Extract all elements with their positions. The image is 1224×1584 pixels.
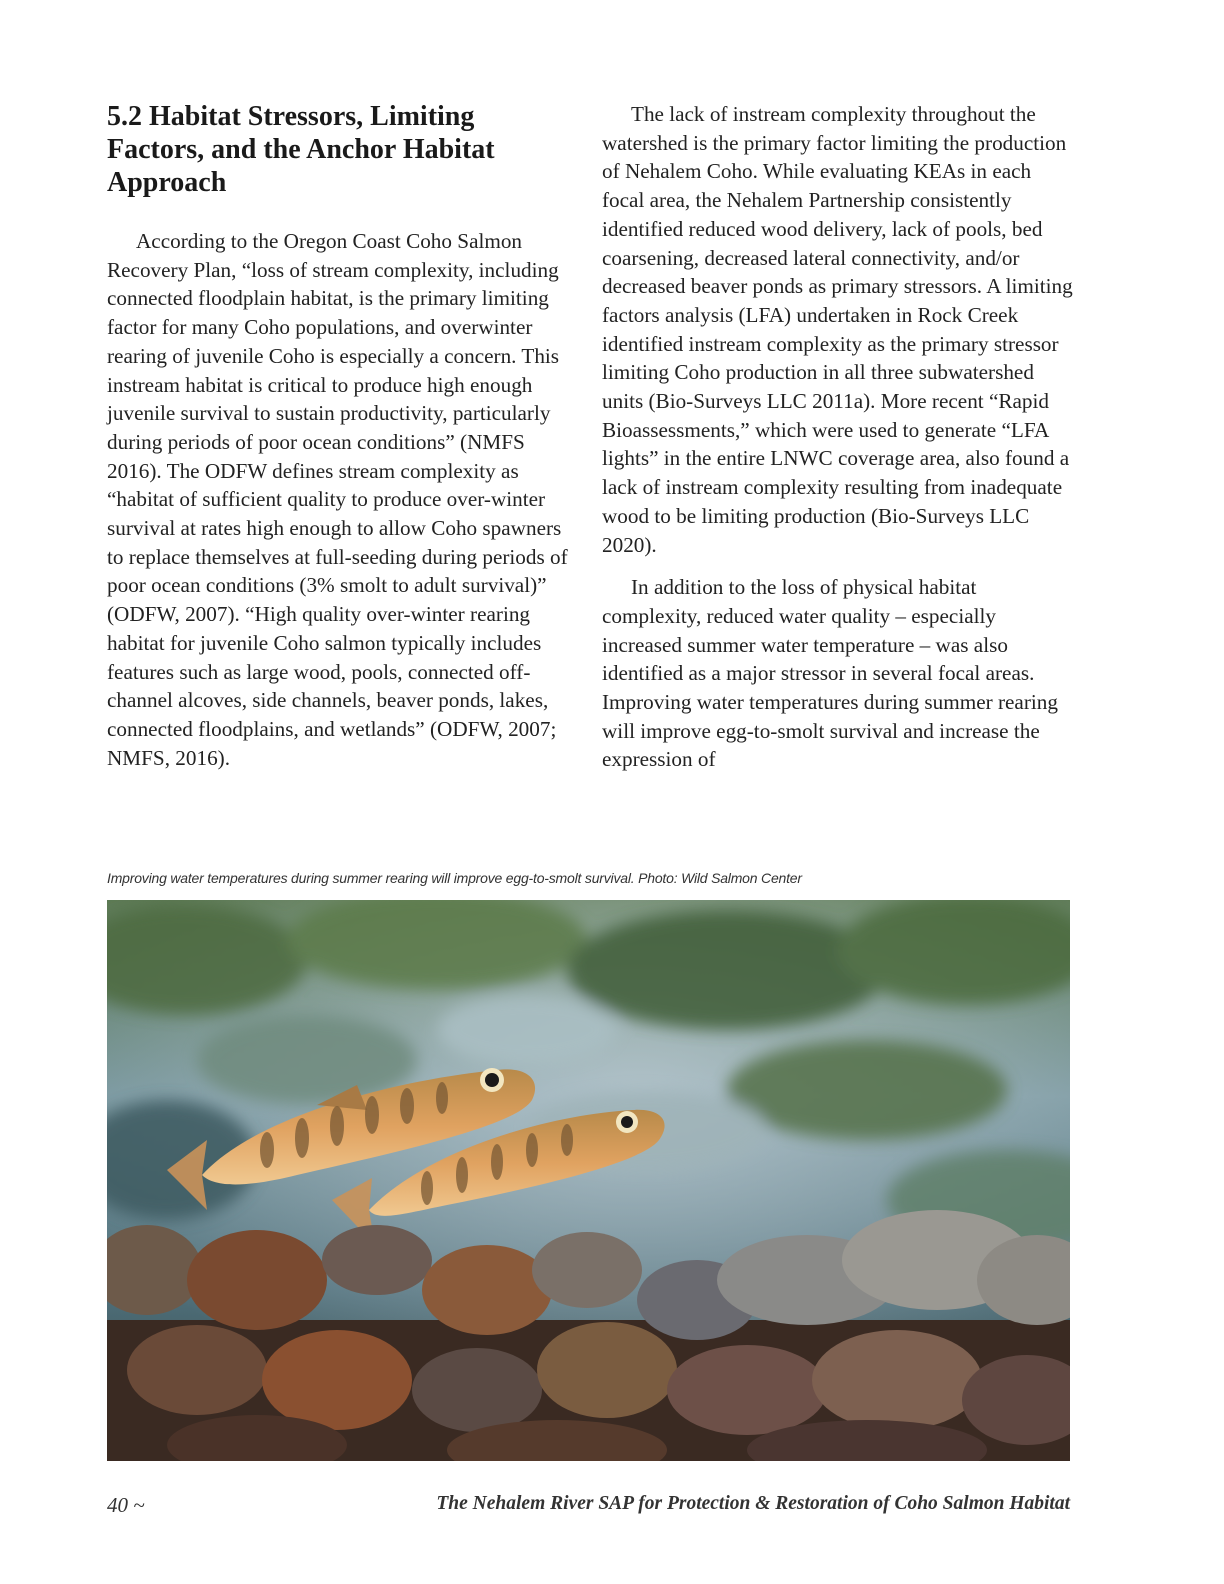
coho-salmon-photo [107,900,1070,1461]
right-column [602,100,1074,788]
section-heading: 5.2 Habitat Stressors, Limiting Factors, and the Anchor Habitat Approach [107,101,495,198]
page-number: 40 ~ [107,1493,145,1517]
left-paragraph: According to the Oregon Coast Coho Salmon Recovery Plan, “loss of stream complexity, including connected floodplain habitat, is the primary limiting factor for many Coho populations, and overwinter rearing of juvenile Coho is especially a concern. This instream habitat is critical to produce high enough juvenile survival to sustain productivity, particularly during periods of poor ocean conditions” (NMFS 2016). The ODFW defines stream complexity as “habitat of sufficient quality to produce over-winter survival at rates high enough to allow Coho spawners to replace themselves at full-seeding during periods of poor ocean conditions (3% smolt to adult survival)” (ODFW, 2007). “High quality over-winter rearing habitat for juvenile Coho salmon typically includes features such as large wood, pools, connected off-channel alcoves, side channels, beaver ponds, lakes, connected floodplains, and wetlands” (ODFW, 2007; NMFS, 2016). [107,229,568,770]
left-column [107,100,577,786]
publication-title: The Nehalem River SAP for Protection & Restoration of Coho Salmon Habitat [436,1493,1070,1514]
right-paragraph-1: The lack of instream complexity throughout the watershed is the primary factor limiting the production of Nehalem Coho. While evaluating KEAs in each focal area, the Nehalem Partnership consistently identified reduced wood delivery, lack of pools, bed coarsening, decreased lateral connectivity, and/or decreased beaver ponds as primary stressors. A limiting factors analysis (LFA) undertaken in Rock Creek identified instream complexity as the primary stressor limiting Coho production in all three subwatershed units (Bio-Surveys LLC 2011a). More recent “Rapid Bioassessments,” which were used to generate “LFA lights” in the entire LNWC coverage area, also found a lack of instream complexity resulting from inadequate wood to be limiting production (Bio-Surveys LLC 2020). [602,102,1073,557]
right-paragraph-2: In addition to the loss of physical habitat complexity, reduced water quality – especially increased summer water temperature – was also identified as a major stressor in several focal areas. Improving water temperatures during summer rearing will improve egg-to-smolt survival and increase the expression of [602,575,1058,772]
river-stones [107,1210,1070,1461]
photo-caption: Improving water temperatures during summer rearing will improve egg-to-smolt survival. Photo: Wild Salmon Center [107,870,802,886]
